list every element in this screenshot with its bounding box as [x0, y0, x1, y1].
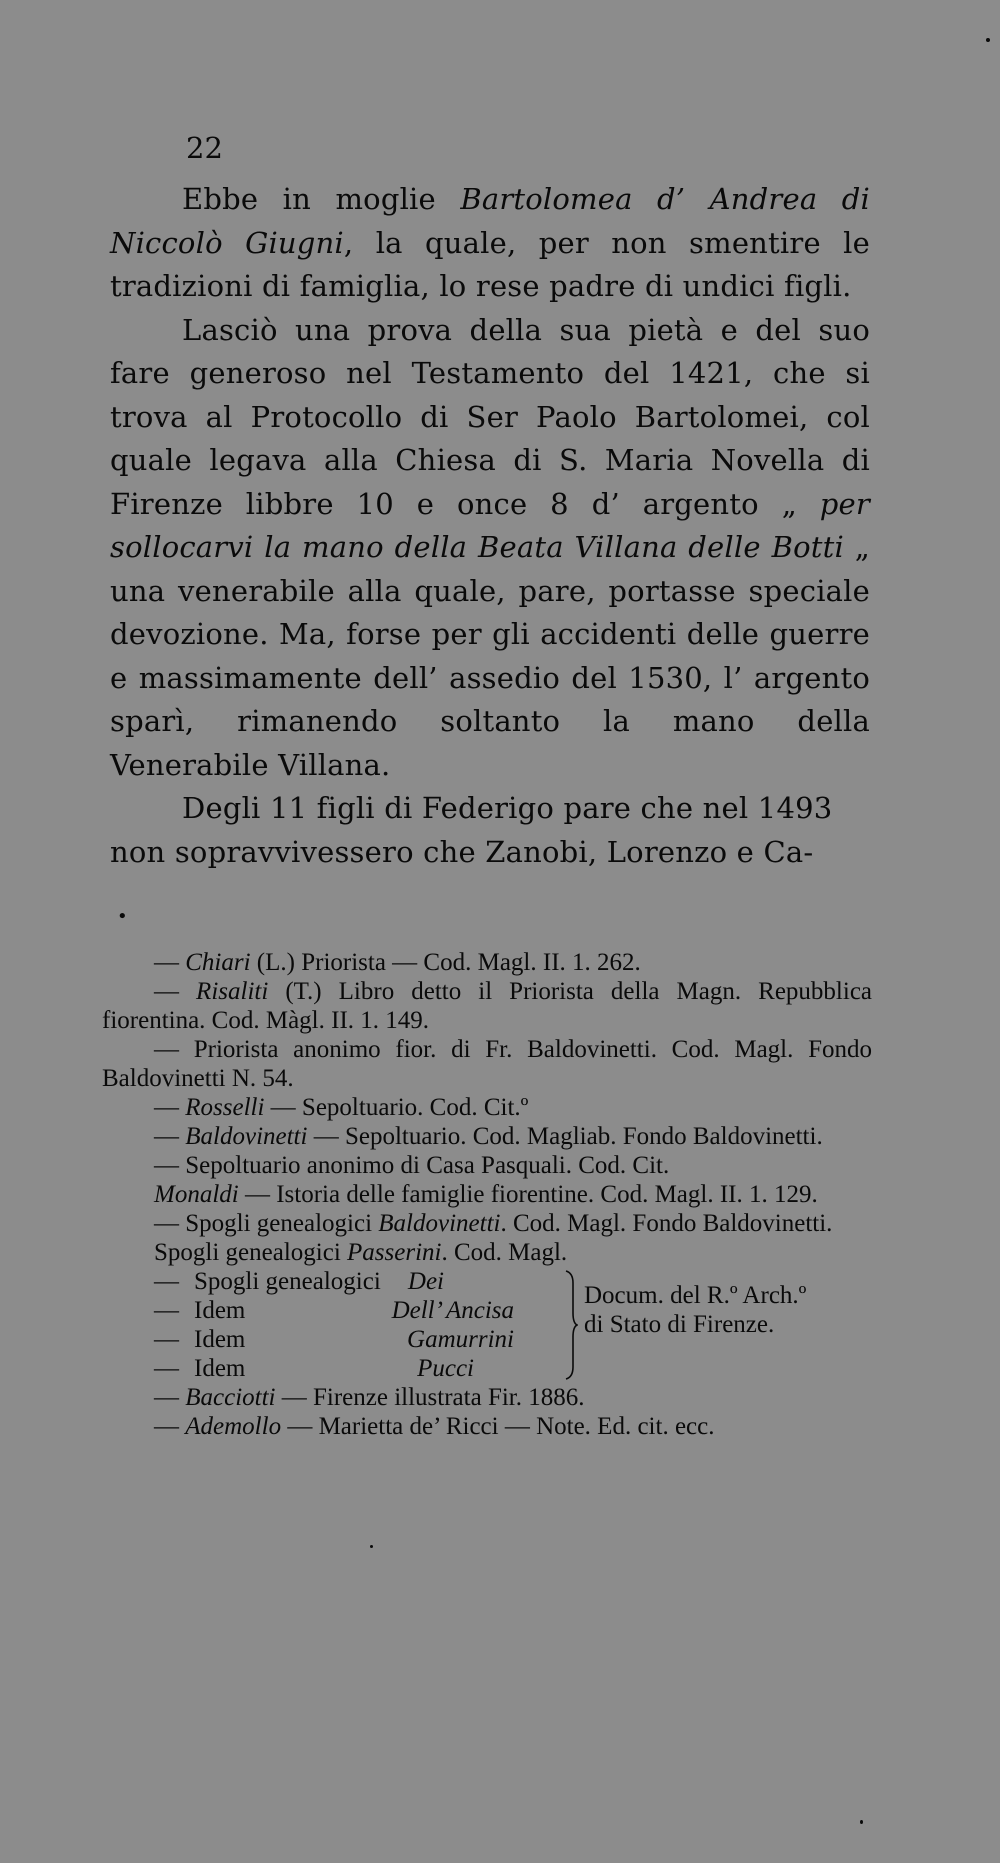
- source-label: Spogli genealogici: [194, 1268, 381, 1295]
- note-text: Spogli genealogici: [154, 1239, 348, 1266]
- note-ademollo: [102, 1412, 872, 1441]
- author-name: Passerini: [347, 1239, 442, 1266]
- note-text: — Marietta de’ Ricci — Note. Ed. cit. ecc.: [281, 1413, 715, 1440]
- source-row: [154, 1325, 514, 1354]
- note-chiari: [102, 948, 872, 977]
- dash: —: [154, 1355, 179, 1382]
- archive-sources-group: [102, 1267, 872, 1383]
- text-run: , la quale, per non smentire le tradizioni di famiglia, lo rese padre di undici figli.: [110, 225, 870, 303]
- note-text: (T.) Libro detto il Priorista della Magn. Repubblica fiorentina. Cod. Màgl. II. 1. 149.: [102, 978, 873, 1034]
- note-text: — Istoria delle famiglie fiorentine. Cod. Magl. II. 1. 129.: [238, 1181, 818, 1208]
- page-number: 22: [186, 131, 223, 165]
- note-text: . Cod. Magl. Fondo Baldovinetti.: [500, 1210, 833, 1237]
- author-name: Baldovinetti: [185, 1123, 308, 1150]
- text-run: Ebbe in moglie: [182, 182, 461, 216]
- author-name: Monaldi: [154, 1181, 239, 1208]
- dash: —: [154, 978, 197, 1005]
- italic-quotation: per sollocarvi la mano della Beata Villana delle Botti: [110, 486, 870, 564]
- source-label: Idem: [194, 1297, 246, 1324]
- print-speck: [986, 38, 990, 42]
- dash: —: [154, 949, 186, 976]
- family-name: Dell’ Ancisa: [391, 1297, 514, 1324]
- note-baldovinetti-sepoltuario: [102, 1122, 872, 1151]
- quote-mark: „: [781, 486, 820, 521]
- note-spogli-passerini: [102, 1238, 872, 1267]
- dash: —: [154, 1384, 186, 1411]
- source-label: Idem: [194, 1326, 246, 1353]
- dash: —: [154, 1326, 179, 1353]
- note-text: (L.) Priorista — Cod. Magl. II. 1. 262.: [250, 949, 641, 976]
- dash: —: [154, 1297, 179, 1324]
- note-sepoltuario-pasquali: — Sepoltuario anonimo di Casa Pasquali. Cod. Cit.: [154, 1152, 670, 1179]
- paragraph-1: [110, 178, 870, 309]
- note-text: — Spogli genealogici: [154, 1210, 379, 1237]
- author-name: Rosselli: [185, 1094, 265, 1121]
- paragraph-3: Degli 11 figli di Federigo pare che nel 1493 non sopravvivessero che Zanobi, Lorenzo e Ca-: [110, 791, 833, 869]
- note-monaldi: [102, 1180, 872, 1209]
- note-priorista-anonimo: — Priorista anonimo fior. di Fr. Baldovinetti. Cod. Magl. Fondo Baldovinetti N. 54.: [102, 1036, 872, 1092]
- main-text: [110, 178, 870, 874]
- note-spogli-baldovinetti: [102, 1209, 872, 1238]
- family-name: Gamurrini: [407, 1326, 514, 1353]
- archive-line: Docum. del R.º Arch.º: [584, 1282, 807, 1309]
- dash: —: [154, 1094, 186, 1121]
- source-row: [154, 1296, 514, 1325]
- note-text: . Cod. Magl.: [441, 1239, 568, 1266]
- source-row: [154, 1354, 474, 1383]
- quote-mark: „: [843, 530, 870, 564]
- dash: —: [154, 1268, 179, 1295]
- dash: —: [154, 1413, 186, 1440]
- archive-reference: [584, 1281, 884, 1339]
- author-name: Bacciotti: [185, 1384, 276, 1411]
- source-label: Idem: [194, 1355, 246, 1382]
- paragraph-2: [110, 309, 870, 788]
- note-text: — Sepoltuario. Cod. Magliab. Fondo Baldovinetti.: [307, 1123, 823, 1150]
- note-text: — Firenze illustrata Fir. 1886.: [275, 1384, 585, 1411]
- right-brace-icon: [564, 1269, 578, 1381]
- source-row: [154, 1267, 454, 1296]
- text-run: Lasciò una prova della sua pietà e del suo fare generoso nel Testamento del 1421, che si trova al Protocollo di Ser Paolo Bartolomei, col quale legava alla Chiesa di S. Maria Novella di Firenze libbre 10 e once 8 d’ argento: [110, 312, 870, 521]
- author-name: Ademollo: [185, 1413, 282, 1440]
- note-text: — Sepoltuario. Cod. Cit.º: [264, 1094, 529, 1121]
- archive-line: di Stato di Firenze.: [584, 1311, 775, 1338]
- bibliography-notes: [102, 948, 872, 1441]
- note-rosselli: [102, 1093, 872, 1122]
- author-name: Chiari: [185, 949, 251, 976]
- family-name: Pucci: [417, 1355, 474, 1382]
- print-speck: [370, 1545, 373, 1548]
- dash: —: [154, 1123, 186, 1150]
- author-name: Baldovinetti: [378, 1210, 501, 1237]
- note-risaliti: [102, 977, 872, 1035]
- print-speck: [860, 1820, 863, 1824]
- note-bacciotti: [102, 1383, 872, 1412]
- text-run: una venerabile alla quale, pare, portasse speciale devozione. Ma, forse per gli accidenti delle guerre e massimamente dell’ assedio del 1530, l’ argento sparì, rimanendo soltanto la mano della Venerabile Villana.: [110, 573, 870, 782]
- author-name: Risaliti: [196, 978, 269, 1005]
- separator-mark: •: [117, 906, 128, 927]
- family-name: Dei: [407, 1268, 444, 1295]
- italic-name: Bartolomea d’ Andrea di Niccolò Giugni: [110, 182, 870, 260]
